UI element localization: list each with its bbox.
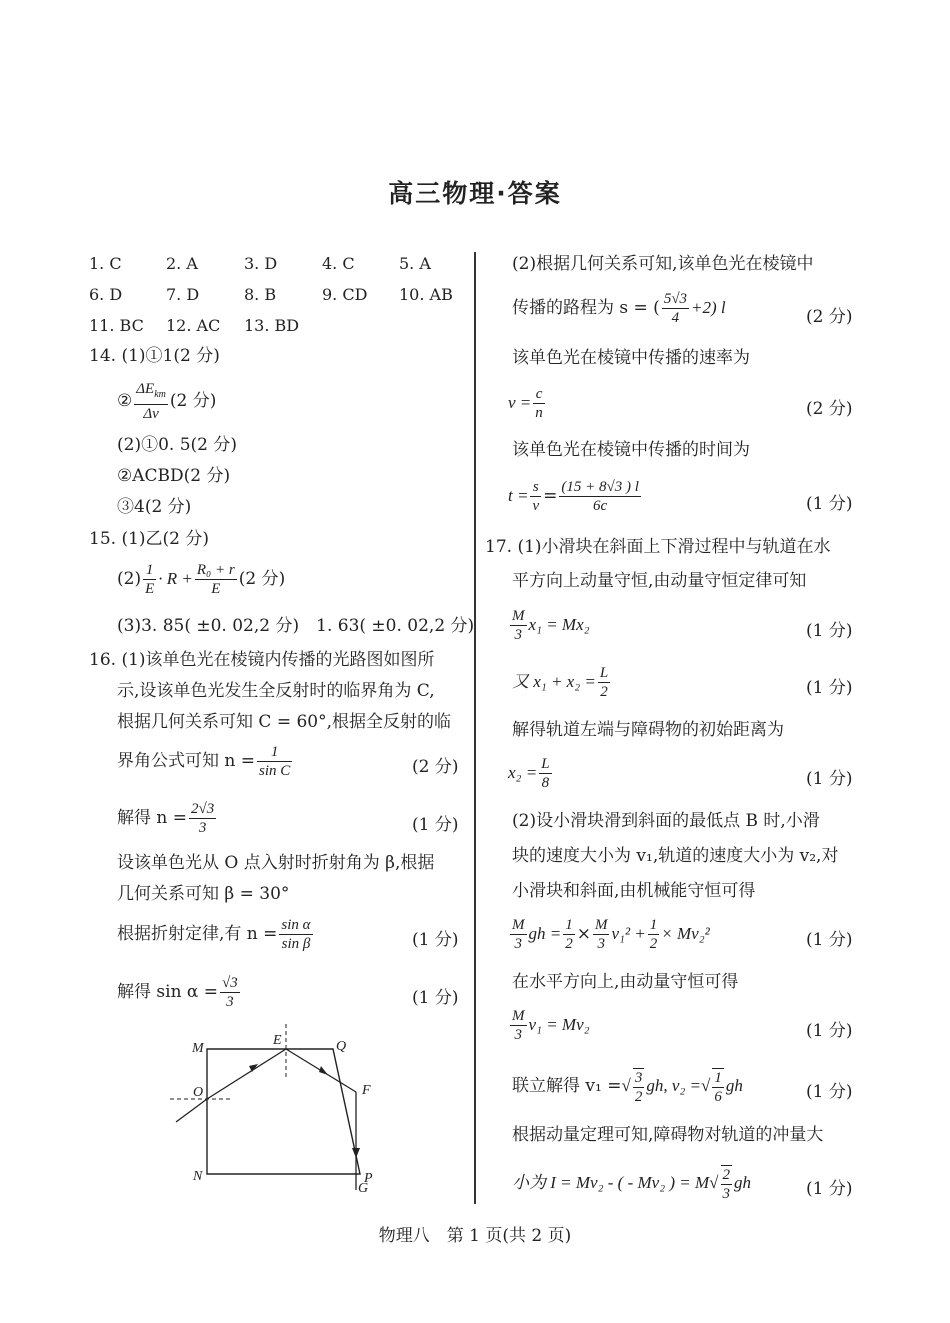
q15-f1-num: 1 [143,561,156,580]
r16-d: × [576,924,591,944]
q14-fraction [134,380,168,423]
mcq-answer: 10. AB [399,285,453,304]
q16-line-6: 设该单色光从 O 点入射时折射角为 β,根据 [117,853,435,873]
r18-fraction [510,1007,527,1044]
r6-f2-num: (15 + 8√3 ) l [561,479,639,495]
q14-den: Δν [143,406,159,422]
q14-line-2 [117,380,216,423]
q16-l4-num: 1 [257,743,292,762]
page-footer: 物理八 第 1 页(共 2 页) [378,1226,572,1246]
r6-fraction-1 [530,478,541,515]
point-F-label: F [362,1083,371,1098]
q16-l4-score: (2 分) [412,757,459,777]
r-line-9 [508,607,590,644]
r10-num: L [599,665,609,681]
prism-light-path-diagram [170,1020,430,1205]
q16-l4-text: 界角公式可知 n = [117,751,256,771]
r16-e-den: 3 [597,936,605,952]
r16-a-den: 3 [514,936,522,952]
r9-fraction [510,607,527,644]
q16-l8-num: sin α [281,917,311,933]
r2-score: (2 分) [806,307,853,327]
r-line-6 [508,478,643,515]
r21-frac [721,1165,733,1203]
q14-score: (2 分) [169,391,217,411]
q15-line-1: 15. (1)乙(2 分) [89,529,210,549]
q16-l8-score: (1 分) [412,930,459,950]
r16-c-den: 2 [565,936,573,952]
r21-score: (1 分) [806,1179,853,1199]
mcq-answer: 7. D [166,285,200,304]
r-line-21 [512,1165,751,1203]
r16-b: gh = [528,924,562,943]
r16-fraction-c [563,916,575,953]
r19-frac-2 [712,1068,724,1106]
q16-l8-text: 根据折射定律,有 n = [117,924,278,944]
r18-den: 3 [514,1027,522,1043]
r-line-8: 平方向上动量守恒,由动量守恒定律可知 [512,571,807,591]
r-line-1: (2)根据几何关系可知,该单色光在棱镜中 [512,254,814,274]
q15-f2-den: E [211,581,221,597]
q14-num: ΔE [136,381,155,397]
mcq-answer: 2. A [166,254,198,273]
q16-l5-den: 3 [198,820,207,836]
r6-f2-den: 6c [593,498,608,514]
r19-r1-den: 2 [634,1089,643,1105]
r-line-13: (2)设小滑块滑到斜面的最低点 B 时,小滑 [512,811,820,831]
r-line-17: 在水平方向上,由动量守恒可得 [512,972,739,992]
mcq-answer: 13. BD [244,316,300,335]
q16-l5-text: 解得 n = [117,808,188,828]
q16-l8-den: sin β [281,936,311,952]
q14-line-3: (2)①0. 5(2 分) [117,435,238,455]
q16-l9-num: √3 [222,975,238,991]
q14-marker: ② [117,391,133,411]
r12-den: 8 [541,775,550,791]
r19-sqrt-1: √ $\frac{3}{2}$ gh [621,1070,664,1105]
point-Q-label: Q [336,1039,347,1054]
mcq-answer: 5. A [399,254,431,273]
r16-score: (1 分) [806,930,853,950]
r12-score: (1 分) [806,769,853,789]
r16-a-num: M [512,917,525,933]
r21-sqrt: √ $\frac{2}{3}$ gh [709,1167,751,1202]
q16-l9-den: 3 [226,994,234,1010]
q15-part-label: (2) [117,569,142,589]
r-line-5: 该单色光在棱镜中传播的时间为 [512,440,750,460]
r4-den: n [535,405,543,421]
q14-num-sub: km [154,389,166,400]
r16-fraction-g [648,916,660,953]
point-P-label: P [364,1171,373,1186]
arrow-EF [319,1066,328,1075]
r10-text: 又 x₁ + x₂ = [512,672,596,691]
r19-r1-post: gh [646,1075,664,1095]
q15-score: (2 分) [238,569,286,589]
r4-fraction [533,385,545,422]
r-line-7: 17. (1)小滑块在斜面上下滑过程中与轨道在水 [485,537,831,557]
r6-f1-den: v [532,498,540,514]
r-line-19 [512,1068,743,1106]
r9-num: M [512,608,525,624]
q15-line-3: (3)3. 85( ±0. 02,2 分) 1. 63( ±0. 02,2 分) [117,616,475,636]
r12-num: L [541,756,550,772]
r18-num: M [512,1008,525,1024]
q16-line-2: 示,设该单色光发生全反射时的临界角为 C, [117,681,435,701]
r21-den: 3 [722,1186,730,1202]
r-line-4 [508,385,547,422]
q14-line-4: ②ACBD(2 分) [117,466,231,486]
r19-sqrt-2: √ $\frac{1}{6}$ gh [701,1070,743,1105]
r16-g-num: 1 [649,917,658,933]
r-line-3: 该单色光在棱镜中传播的速率为 [512,348,750,368]
r12-text: x₂ = [508,763,538,782]
r16-f: v₁² + [611,924,646,943]
r4-num: c [533,385,545,404]
r2-post: +2) l [691,298,726,317]
r10-score: (1 分) [806,678,853,698]
r10-den: 2 [600,684,608,700]
r9-post: x₁ = Mx₂ [528,615,590,634]
r-line-18 [508,1007,590,1044]
r19-text: 联立解得 v₁ = [512,1075,622,1096]
r16-h: × Mv₂² [661,924,710,943]
q14-line-5: ③4(2 分) [117,497,192,517]
incident-ray [176,1099,207,1122]
prism-outline [207,1049,360,1174]
q15-fraction-2 [195,561,237,598]
r4-score: (2 分) [806,399,853,419]
r16-c-num: 1 [565,917,573,933]
r6-score: (1 分) [806,494,853,514]
q15-f2-num: R₀ + r [196,562,235,578]
r10-fraction [598,664,610,701]
r16-e-num: M [594,917,608,933]
r-line-12 [508,755,554,792]
r19-frac-1 [633,1068,645,1106]
arrow-FG [352,1148,360,1158]
mcq-answer: 9. CD [322,285,368,304]
r-line-14: 块的速度大小为 v₁,轨道的速度大小为 v₂,对 [512,846,839,866]
r18-score: (1 分) [806,1021,853,1041]
r18-post: v₁ = Mv₂ [528,1015,590,1034]
r-line-2 [512,290,726,327]
q16-l5-fraction [189,800,216,837]
r6-text: t = [508,486,529,505]
r6-f1-num: s [530,478,541,497]
point-E-label: E [273,1033,282,1048]
q15-line-2 [117,561,285,598]
r21-post: gh [734,1172,751,1192]
r19-r2-num: 1 [714,1070,722,1086]
point-M-label: M [192,1041,204,1056]
q16-line-5 [117,800,218,837]
q16-l5-num: 2√3 [191,801,215,817]
mcq-answer: 12. AC [166,316,221,335]
r-line-16 [508,916,710,953]
q16-line-1: 16. (1)该单色光在棱镜内传播的光路图如图所 [89,650,435,670]
r19-r2-post: gh [725,1075,743,1095]
r19-score: (1 分) [806,1082,853,1102]
q16-l9-text: 解得 sin α = [117,982,219,1002]
q15-fraction-1 [143,561,156,598]
ray-OE [207,1049,286,1099]
r6-eq: = [543,486,558,506]
r2-text: 传播的路程为 s = ( [512,298,660,318]
r21-num: 2 [722,1167,730,1183]
q16-l4-den: sin C [259,763,291,779]
column-divider [474,252,476,1204]
page-title: 高三物理·答案 [388,179,562,208]
point-O-label: O [193,1085,204,1100]
r-line-11: 解得轨道左端与障碍物的初始距离为 [512,720,784,740]
r21-text: 小为 I = Mv₂ - ( - Mv₂ ) = M [512,1172,710,1192]
mcq-answer: 6. D [89,285,123,304]
mcq-answer: 8. B [244,285,277,304]
q16-l9-fraction [220,974,240,1011]
r16-fraction-a [510,916,527,953]
mcq-answer: 11. BC [89,316,144,335]
r16-g-den: 2 [649,936,658,952]
q16-l9-score: (1 分) [412,988,459,1008]
mcq-answer: 4. C [322,254,355,273]
r9-score: (1 分) [806,621,853,641]
r2-fraction [662,290,689,327]
r-line-10 [512,664,612,701]
r19-r2-den: 6 [714,1089,722,1105]
mcq-answer: 3. D [244,254,278,273]
r-line-15: 小滑块和斜面,由机械能守恒可得 [512,881,756,901]
point-N-label: N [193,1169,203,1184]
q16-line-9 [117,974,242,1011]
r12-fraction [539,755,551,792]
r4-text: v = [508,393,532,412]
q15-f1-den: E [145,581,155,597]
q16-l4-fraction [257,743,292,780]
r16-fraction-e [593,916,610,953]
r19-mid: , v₂ = [663,1075,702,1095]
q14-line-1: 14. (1)①1(2 分) [89,346,220,366]
r2-den: 4 [671,310,680,326]
q16-line-4 [117,743,294,780]
q16-line-3: 根据几何关系可知 C = 60°,根据全反射的临 [117,712,451,732]
r-line-20: 根据动量定理可知,障碍物对轨道的冲量大 [512,1125,824,1145]
q16-line-7: 几何关系可知 β = 30° [117,884,290,904]
q16-l5-score: (1 分) [412,815,459,835]
mcq-answer: 1. C [89,254,122,273]
r2-num: 5√3 [663,291,688,307]
q16-l8-fraction [279,916,312,953]
r19-r1-num: 3 [634,1070,643,1086]
point-G-label: G [358,1181,369,1196]
r6-fraction-2 [559,478,641,515]
q16-line-8 [117,916,315,953]
q15-mid: · R + [158,569,193,588]
r9-den: 3 [514,627,522,643]
